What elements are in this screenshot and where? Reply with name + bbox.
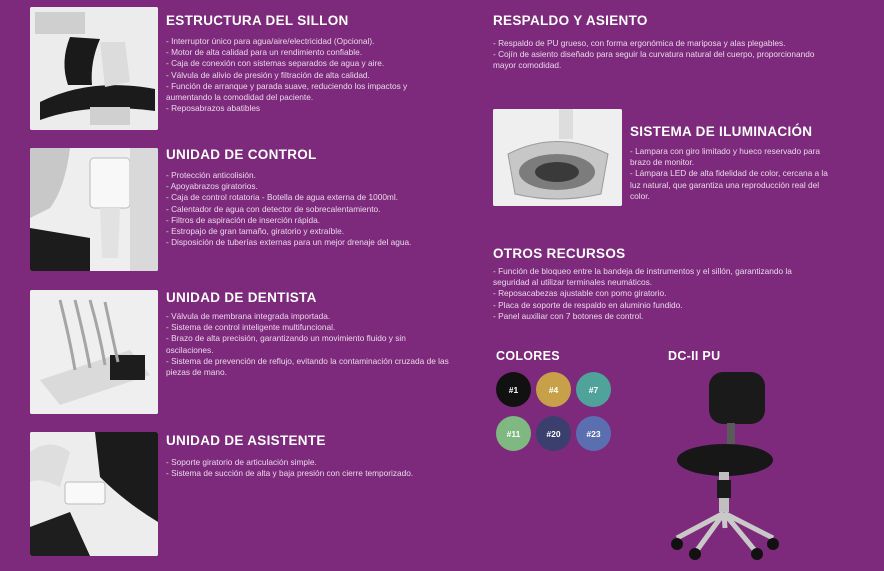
- dentist-list: [166, 311, 451, 378]
- dentist-unit-photo: [30, 290, 158, 414]
- other-title: OTROS RECURSOS: [493, 246, 626, 261]
- color-swatch: #4: [536, 372, 571, 407]
- list-item: - Función de bloqueo entre la bandeja de instrumentos y el sillón, garantizando la seguridad al utilizar terminales neumáticos.: [493, 266, 792, 288]
- list-item: - Apoyabrazos giratorios.: [166, 181, 258, 192]
- list-item: - Reposacabezas ajustable con pomo giratorio.: [493, 288, 667, 299]
- control-list: [166, 170, 451, 248]
- dentist-title: UNIDAD DE DENTISTA: [166, 290, 317, 305]
- lighting-list: [630, 146, 835, 202]
- list-item: - Válvula de membrana integrada importada.: [166, 311, 331, 321]
- list-item: - Respaldo de PU grueso, con forma ergonómica de mariposa y alas plegables.: [493, 38, 786, 48]
- list-item: - Función de arranque y parada suave, reduciendo los impactos y aumentando la comodidad del paciente.: [166, 80, 408, 102]
- list-item: - Brazo de alta precisión, garantizando un movimiento fluido y sin oscilaciones.: [166, 333, 406, 355]
- list-item: - Sistema de prevención de reflujo, evitando la contaminación cruzada de las piezas de mano.: [166, 355, 449, 377]
- structure-list: [166, 36, 441, 114]
- list-item: - Protección anticolisión.: [166, 170, 256, 180]
- color-swatch: #7: [576, 372, 611, 407]
- list-item: - Soporte giratorio de articulación simple.: [166, 457, 317, 467]
- colors-title: COLORES: [496, 349, 560, 363]
- list-item: - Disposición de tuberías externas para un mejor drenaje del agua.: [166, 237, 412, 248]
- list-item: - Lámpara LED de alta fidelidad de color, cercana a la luz natural, que garantiza una reproducción real del color.: [630, 168, 828, 201]
- color-swatch: #1: [496, 372, 531, 407]
- stool-model-title: DC-II PU: [668, 349, 721, 363]
- list-item: - Sistema de succión de alta y baja presión con cierre temporizado.: [166, 468, 414, 479]
- list-item: - Motor de alta calidad para un rendimiento confiable.: [166, 47, 363, 58]
- dental-chair-photo: [30, 7, 158, 130]
- list-item: - Reposabrazos abatibles: [166, 103, 261, 114]
- color-swatch: #11: [496, 416, 531, 451]
- other-list: [493, 266, 803, 322]
- list-item: - Sistema de control inteligente multifuncional.: [166, 322, 336, 333]
- stool-illustration: [665, 368, 785, 560]
- list-item: - Interruptor único para agua/aire/electricidad (Opcional).: [166, 36, 375, 46]
- lighting-title: SISTEMA DE ILUMINACIÓN: [630, 124, 813, 139]
- list-item: - Calentador de agua con detector de sobrecalentamiento.: [166, 203, 381, 214]
- backrest-list: [493, 38, 823, 72]
- list-item: - Lampara con giro limitado y hueco reservado para brazo de monitor.: [630, 146, 821, 168]
- color-swatch: #23: [576, 416, 611, 451]
- assistant-unit-photo: [30, 432, 158, 556]
- assistant-list: [166, 457, 426, 479]
- control-title: UNIDAD DE CONTROL: [166, 147, 317, 162]
- color-swatch: #20: [536, 416, 571, 451]
- dental-lamp-photo: [493, 109, 622, 206]
- list-item: - Cojín de asiento diseñado para seguir la curvatura natural del cuerpo, proporcionando mayor comodidad.: [493, 49, 815, 71]
- list-item: - Panel auxiliar con 7 botones de control.: [493, 310, 644, 321]
- backrest-title: RESPALDO Y ASIENTO: [493, 13, 648, 28]
- list-item: - Caja de conexión con sistemas separados de agua y aire.: [166, 58, 385, 69]
- list-item: - Estropajo de gran tamaño, giratorio y extraíble.: [166, 225, 345, 236]
- structure-title: ESTRUCTURA DEL SILLON: [166, 13, 349, 28]
- assistant-title: UNIDAD DE ASISTENTE: [166, 433, 326, 448]
- list-item: - Válvula de alivio de presión y filtración de alta calidad.: [166, 69, 370, 80]
- list-item: - Caja de control rotatoria - Botella de agua externa de 1000ml.: [166, 192, 398, 203]
- list-item: - Filtros de aspiración de inserción rápida.: [166, 214, 321, 225]
- control-unit-photo: [30, 148, 158, 271]
- list-item: - Placa de soporte de respaldo en aluminio fundido.: [493, 299, 683, 310]
